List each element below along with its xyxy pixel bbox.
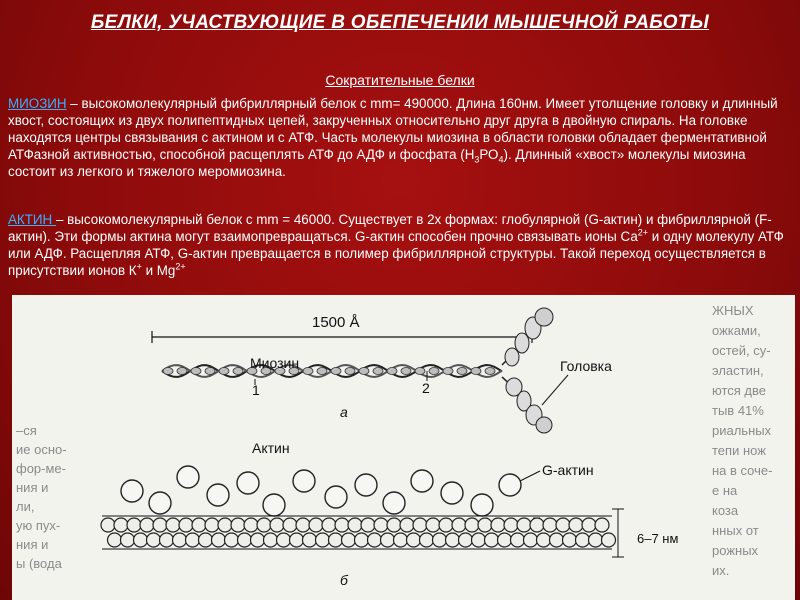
g-actin-monomer — [471, 494, 493, 516]
part-a-label: а — [340, 404, 348, 420]
f-actin-bead — [504, 518, 518, 532]
tail-coil — [429, 368, 439, 375]
f-actin-bead — [173, 533, 187, 547]
actin-sup-3: 2+ — [175, 261, 186, 272]
f-actin-bead — [114, 518, 128, 532]
f-actin-bead — [348, 518, 362, 532]
tail-coil — [387, 368, 397, 375]
f-actin-filament — [101, 518, 616, 547]
f-actin-bead — [374, 518, 388, 532]
f-actin-bead — [446, 533, 460, 547]
actin-term: АКТИН — [8, 212, 56, 227]
f-actin-bead — [563, 533, 577, 547]
f-actin-bead — [270, 518, 284, 532]
f-actin-bead — [465, 518, 479, 532]
myosin-paragraph — [8, 95, 794, 180]
f-actin-bead — [121, 533, 135, 547]
bleed-line: ую пух- — [16, 518, 61, 533]
bleed-line: эластин, — [712, 363, 764, 378]
f-actin-bead — [290, 533, 304, 547]
f-actin-bead — [511, 533, 525, 547]
g-actin-monomers — [121, 466, 521, 516]
g-actin-monomer — [237, 472, 259, 494]
f-actin-bead — [498, 533, 512, 547]
bleed-line: ие осно- — [16, 442, 67, 457]
f-actin-bead — [199, 533, 213, 547]
f-actin-bead — [582, 518, 596, 532]
actin-text-1: – высокомолекулярный белок с mm = 46000. Существует в 2х формах: глобулярной (G-актин) и фибриллярной (F-актин). Эти формы актина могут взаимопревращаться. G-актин способен прочно связывать ионы Са — [8, 212, 772, 245]
slide-subtitle: Сократительные белки — [325, 72, 475, 88]
tail-coil — [191, 368, 201, 375]
f-actin-bead — [335, 518, 349, 532]
f-actin-bead — [153, 518, 167, 532]
bleed-line: коза — [712, 503, 739, 518]
f-actin-bead — [186, 533, 200, 547]
f-actin-bead — [238, 533, 252, 547]
f-actin-bead — [569, 518, 583, 532]
bleed-line: тепи нож — [712, 443, 766, 458]
tail-coil — [485, 368, 495, 375]
myosin-text-1: – высокомолекулярный фибриллярный белок с mm= 490000. Длина 160нм. Имеет утолщение головку и длинный хвост, состоящих из двух полипептидных цепей, закрученных относительно друг друга в двойную спираль. На головке находятся центры связывания с актином и с АТФ. Часть молекулы миозина в области головки обладает ферментативной АТФазной активностью, способной расщеплять АТФ до АДФ и фосфата (Н — [8, 96, 778, 163]
bleed-line: их. — [712, 563, 730, 578]
g-actin-monomer — [149, 492, 171, 514]
f-actin-bead — [420, 533, 434, 547]
f-actin-bead — [147, 533, 161, 547]
g-actin-monomer — [499, 474, 521, 496]
g-actin-label: G-актин — [542, 462, 594, 478]
head-bead — [536, 417, 552, 433]
bleed-line: на в соче- — [712, 463, 773, 478]
g-actin-monomer — [325, 486, 347, 508]
f-actin-bead — [108, 533, 122, 547]
f-actin-bead — [426, 518, 440, 532]
marker-1: 1 — [252, 382, 260, 398]
f-actin-bead — [231, 518, 245, 532]
f-actin-bead — [530, 518, 544, 532]
f-actin-bead — [452, 518, 466, 532]
actin-sup-2: + — [136, 261, 142, 272]
bleed-line: е на — [712, 483, 738, 498]
f-actin-bead — [257, 518, 271, 532]
f-actin-bead — [134, 533, 148, 547]
myosin-tail — [162, 365, 502, 377]
tail-coil — [205, 368, 215, 375]
f-actin-bead — [225, 533, 239, 547]
f-actin-bead — [550, 533, 564, 547]
scale-label: 1500 Å — [312, 314, 360, 331]
f-actin-bead — [160, 533, 174, 547]
f-actin-bead — [524, 533, 538, 547]
bleed-line: ются две — [712, 383, 766, 398]
f-actin-bead — [576, 533, 590, 547]
actin-paragraph — [8, 211, 794, 279]
f-actin-bead — [296, 518, 310, 532]
tail-coil — [233, 368, 243, 375]
f-actin-bead — [166, 518, 180, 532]
f-actin-bead — [517, 518, 531, 532]
bleed-line: остей, су- — [712, 343, 771, 358]
f-actin-bead — [218, 518, 232, 532]
tail-coil — [219, 368, 229, 375]
f-actin-bead — [212, 533, 226, 547]
tail-coil — [345, 368, 355, 375]
head-pointer — [542, 375, 568, 405]
myosin-heads — [502, 308, 553, 433]
f-actin-bead — [355, 533, 369, 547]
tail-coil — [401, 368, 411, 375]
slide-title: БЕЛКИ, УЧАСТВУЮЩИЕ В ОБЕПЕЧЕНИИ МЫШЕЧНОЙ РАБОТЫ — [90, 12, 710, 33]
f-actin-bead — [472, 533, 486, 547]
bleed-line: –ся — [16, 423, 37, 438]
f-actin-bead — [361, 518, 375, 532]
f-actin-bead — [309, 518, 323, 532]
f-actin-bead — [407, 533, 421, 547]
f-actin-bead — [491, 518, 505, 532]
width-label: 6–7 нм — [637, 531, 679, 546]
f-actin-bead — [244, 518, 258, 532]
myosin-sub-1: 3 — [474, 154, 480, 165]
tail-coil — [443, 368, 453, 375]
f-actin-bead — [595, 518, 609, 532]
f-actin-bead — [368, 533, 382, 547]
bleed-line: ли, — [16, 499, 35, 514]
tail-coil — [163, 368, 173, 375]
protein-figure — [12, 295, 795, 600]
head-bead — [535, 308, 553, 326]
g-actin-monomer — [177, 466, 199, 488]
f-actin-bead — [101, 518, 115, 532]
actin-text-3: и Mg — [141, 263, 176, 279]
actin-label: Актин — [252, 440, 290, 456]
f-actin-bead — [329, 533, 343, 547]
g-actin-monomer — [441, 482, 463, 504]
g-actin-monomer — [121, 480, 143, 502]
f-actin-bead — [459, 533, 473, 547]
myosin-text-2: РО — [479, 147, 499, 163]
f-actin-bead — [205, 518, 219, 532]
marker-2: 2 — [422, 380, 430, 396]
tail-coil — [317, 368, 327, 375]
tail-coil — [373, 368, 383, 375]
bleed-line: риальных — [712, 423, 772, 438]
tail-coil — [303, 368, 313, 375]
g-actin-monomer — [355, 474, 377, 496]
f-actin-bead — [485, 533, 499, 547]
actin-text-2: и одну молекулу АТФ или АДФ. Расщепляя АТФ, G-актин превращается в полимер фибриллярной структуры. Такой переход осуществляется в присутствии ионов К — [8, 229, 784, 279]
bleed-line: нных от — [712, 523, 759, 538]
f-actin-bead — [556, 518, 570, 532]
bleed-text-right — [712, 303, 772, 578]
f-actin-bead — [543, 518, 557, 532]
f-actin-bead — [303, 533, 317, 547]
f-actin-bead — [433, 533, 447, 547]
figure-svg — [12, 295, 795, 600]
g-actin-monomer — [411, 470, 433, 492]
f-actin-bead — [251, 533, 265, 547]
f-actin-bead — [381, 533, 395, 547]
myosin-text-3: ). Длинный «хвост» молекулы миозина состоит из легкого и тяжелого меромиозина. — [8, 147, 746, 180]
myosin-sub-2: 4 — [498, 154, 504, 165]
f-actin-bead — [478, 518, 492, 532]
f-actin-bead — [439, 518, 453, 532]
myosin-term: МИОЗИН — [8, 96, 67, 111]
g-actin-monomer — [293, 470, 315, 492]
bleed-line: фор-ме- — [16, 461, 66, 476]
f-actin-bead — [342, 533, 356, 547]
f-actin-bead — [602, 533, 616, 547]
f-actin-bead — [537, 533, 551, 547]
tail-coil — [359, 368, 369, 375]
actin-sup-1: 2+ — [637, 227, 649, 238]
f-actin-bead — [277, 533, 291, 547]
f-actin-bead — [264, 533, 278, 547]
tail-coil — [415, 368, 425, 375]
bleed-line: ния и — [16, 480, 49, 495]
bleed-line: тыв 41% — [712, 403, 764, 418]
part-b-label: б — [340, 572, 348, 588]
tail-coil — [457, 368, 467, 375]
tail-coil — [471, 368, 481, 375]
bleed-line: ния и — [16, 537, 49, 552]
tail-coil — [177, 368, 187, 375]
g-actin-monomer — [207, 484, 229, 506]
head-label: Головка — [560, 358, 612, 374]
bleed-line: ожками, — [712, 323, 761, 338]
f-actin-bead — [322, 518, 336, 532]
bleed-line: ы (вода — [16, 556, 62, 571]
f-actin-bead — [179, 518, 193, 532]
tail-coil — [331, 368, 341, 375]
f-actin-bead — [413, 518, 427, 532]
f-actin-bead — [283, 518, 297, 532]
f-actin-bead — [127, 518, 141, 532]
f-actin-bead — [192, 518, 206, 532]
f-actin-bead — [400, 518, 414, 532]
myosin-label: Миозин — [250, 355, 300, 371]
f-actin-bead — [140, 518, 154, 532]
bleed-line: ЖНЫХ — [712, 303, 754, 318]
bleed-line: рожных — [712, 543, 759, 558]
f-actin-bead — [394, 533, 408, 547]
f-actin-bead — [387, 518, 401, 532]
bleed-text-left — [16, 423, 67, 571]
f-actin-bead — [589, 533, 603, 547]
g-actin-monomer — [383, 492, 405, 514]
g-actin-monomer — [263, 494, 285, 516]
f-actin-bead — [316, 533, 330, 547]
